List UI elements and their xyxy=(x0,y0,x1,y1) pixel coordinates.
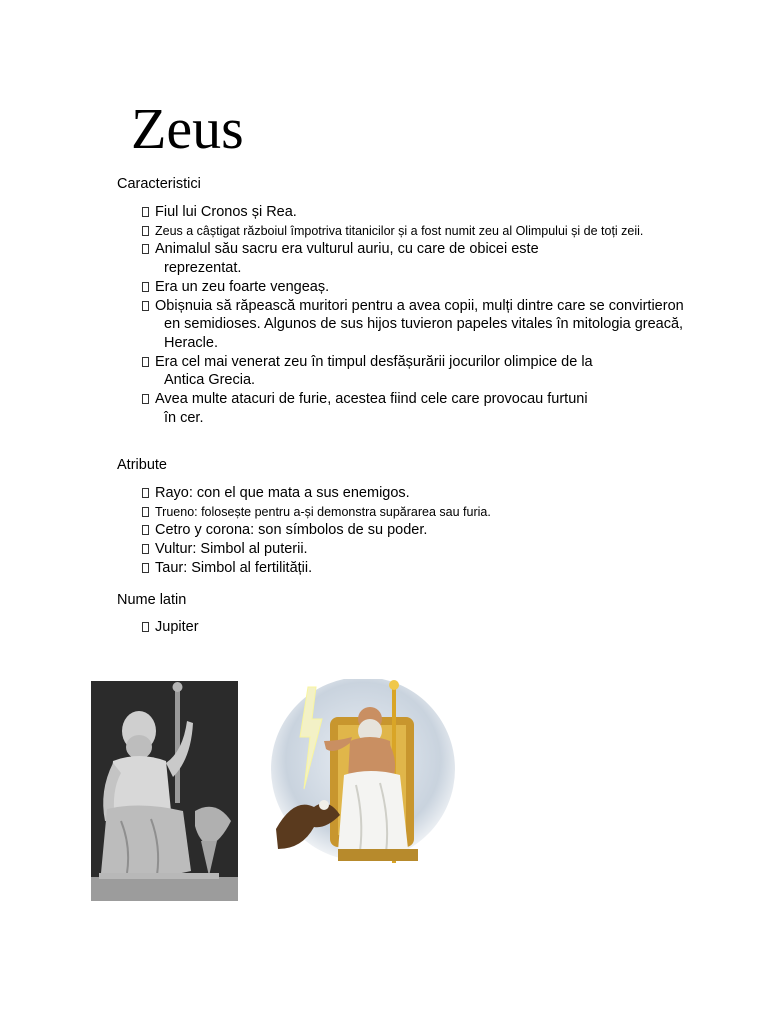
bullet-icon xyxy=(142,394,149,404)
bullet-icon xyxy=(142,301,149,311)
bullet-icon xyxy=(142,282,149,292)
bullet-icon xyxy=(142,563,149,573)
list-item: Fiul lui Cronos și Rea. xyxy=(142,203,702,222)
atribute-list xyxy=(142,484,702,578)
bullet-icon xyxy=(142,544,149,554)
list-item: Zeus a câștigat războiul împotriva titanicilor și a fost numit zeu al Olimpului și de toți zeii. xyxy=(142,222,644,241)
bullet-icon xyxy=(142,226,149,236)
caracteristici-list xyxy=(142,203,702,427)
list-item: Taur: Simbol al fertilității. xyxy=(142,559,702,578)
bullet-icon xyxy=(142,357,149,367)
list-item: Cetro y corona: son símbolos de su poder. xyxy=(142,521,702,540)
zeus-statue-image xyxy=(91,681,238,901)
bullet-icon xyxy=(142,525,149,535)
section-heading-caracteristici: Caracteristici xyxy=(117,176,201,192)
list-item: Era un zeu foarte vengeaș. xyxy=(142,278,702,297)
statue-icon xyxy=(91,681,238,901)
list-item: Animalul său sacru era vulturul auriu, cu care de obicei este reprezentat. xyxy=(142,240,584,277)
bullet-icon xyxy=(142,507,149,517)
section-heading-atribute: Atribute xyxy=(117,457,167,473)
list-item: Avea multe atacuri de furie, acestea fiind cele care provocau furtuni în cer. xyxy=(142,390,594,427)
list-item: Era cel mai venerat zeu în timpul desfășurării jocurilor olimpice de la Antica Grecia. xyxy=(142,353,604,390)
nume-latin-list xyxy=(142,618,702,637)
list-item: Obișnuia să răpească muritori pentru a avea copii, mulți dintre care se convirtieron en semidioses. Algunos de sus hijos tuvieron papeles vitales în mitologia greacă, Heracle. xyxy=(142,297,684,353)
list-item: Trueno: folosește pentru a-și demonstra supărarea sau furia. xyxy=(142,503,702,522)
bullet-icon xyxy=(142,622,149,632)
list-item: Jupiter xyxy=(142,618,702,637)
bullet-icon xyxy=(142,244,149,254)
zeus-throne-image xyxy=(268,679,458,874)
bullet-icon xyxy=(142,488,149,498)
bullet-icon xyxy=(142,207,149,217)
painting-icon xyxy=(268,679,458,874)
list-item: Vultur: Simbol al puterii. xyxy=(142,540,702,559)
list-item: Rayo: con el que mata a sus enemigos. xyxy=(142,484,702,503)
page-title: Zeus xyxy=(131,96,244,161)
section-heading-nume-latin: Nume latin xyxy=(117,592,187,608)
